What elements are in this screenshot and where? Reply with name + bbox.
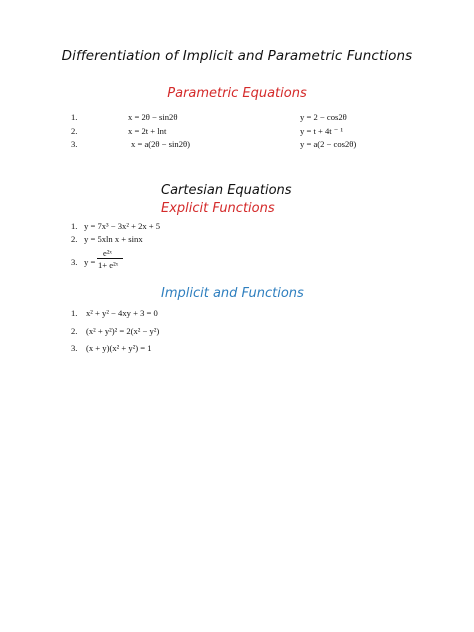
implicit-heading: Implicit and Functions xyxy=(161,286,304,301)
parametric-3-y: y = a(2 − cos2θ) xyxy=(300,139,357,149)
explicit-3-denominator: 1+ e²ˣ xyxy=(98,260,119,270)
implicit-1-number: 1. xyxy=(71,308,78,318)
fraction-bar xyxy=(97,258,123,259)
parametric-1-x: x = 2θ − sin2θ xyxy=(128,112,178,122)
implicit-2-equation: (x² + y²)² = 2(x² − y²) xyxy=(86,326,160,336)
parametric-2-x: x = 2t + lnt xyxy=(128,126,167,136)
explicit-2-equation: y = 5xln x + sinx xyxy=(84,234,143,244)
implicit-2-number: 2. xyxy=(71,326,78,336)
explicit-3-numerator: e²ˣ xyxy=(103,248,112,258)
explicit-heading: Explicit Functions xyxy=(161,201,275,216)
parametric-2-y: y = t + 4t ⁻ ¹ xyxy=(300,126,344,136)
page-title: Differentiation of Implicit and Parametric Functions xyxy=(61,48,413,64)
explicit-3-fraction xyxy=(97,248,125,274)
parametric-1-number: 1. xyxy=(71,112,78,122)
implicit-1-equation: x² + y² − 4xy + 3 = 0 xyxy=(86,308,158,318)
parametric-3-number: 3. xyxy=(71,139,78,149)
explicit-2-number: 2. xyxy=(71,234,78,244)
explicit-3-lhs: y = xyxy=(84,257,96,267)
explicit-1-equation: y = 7x³ − 3x² + 2x + 5 xyxy=(84,221,161,231)
parametric-3-x: x = a(2θ − sin2θ) xyxy=(131,139,190,149)
parametric-2-number: 2. xyxy=(71,126,78,136)
implicit-3-equation: (x + y)(x² + y²) = 1 xyxy=(86,343,152,353)
explicit-1-number: 1. xyxy=(71,221,78,231)
parametric-1-y: y = 2 − cos2θ xyxy=(300,112,347,122)
cartesian-heading: Cartesian Equations xyxy=(161,183,292,198)
parametric-heading: Parametric Equations xyxy=(167,86,307,101)
explicit-3-number: 3. xyxy=(71,257,78,267)
implicit-3-number: 3. xyxy=(71,343,78,353)
